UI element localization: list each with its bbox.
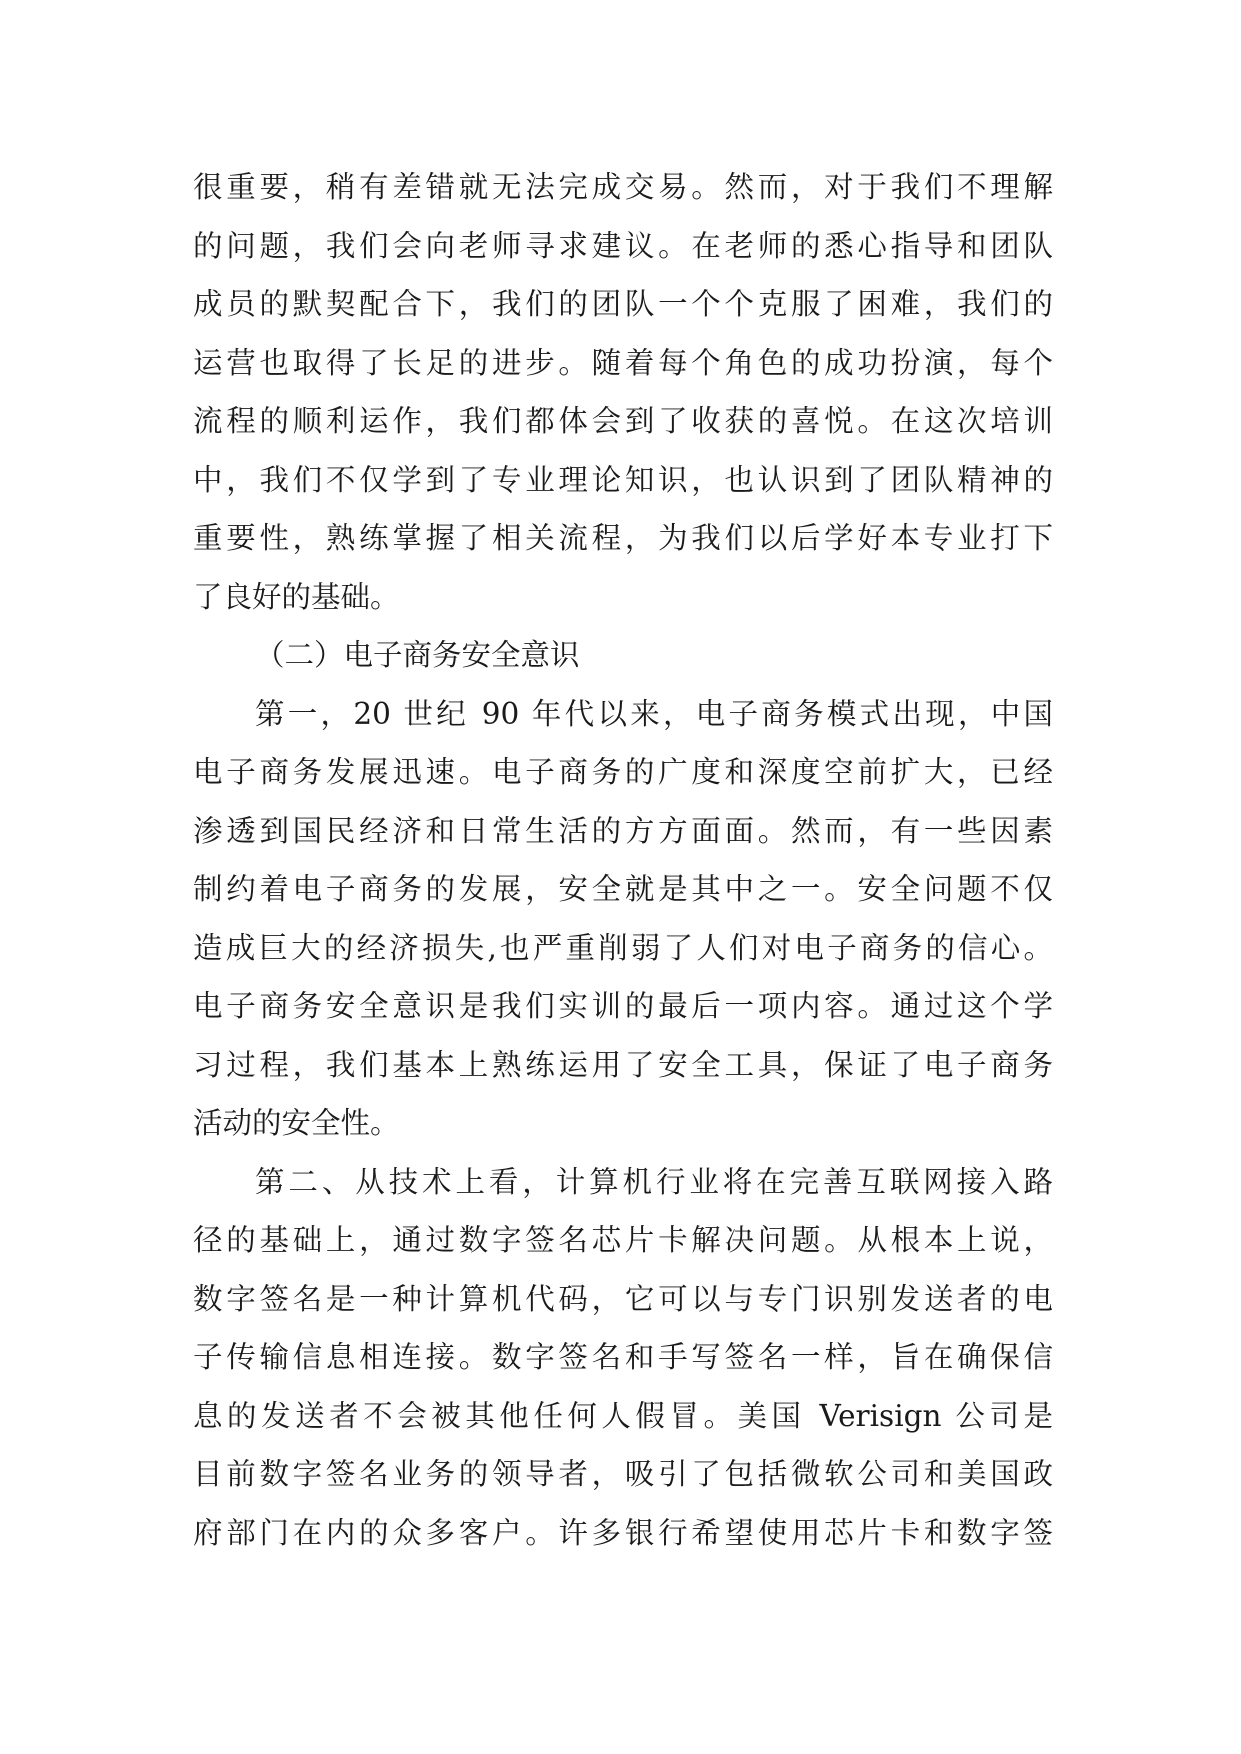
text-line: 电子商务安全意识是我们实训的最后一项内容。通过这个学 <box>193 989 1053 1023</box>
text-line: 息的发送者不会被其他任何人假冒。美国 Verisign 公司是 <box>193 1398 1053 1433</box>
text-line: 造成巨大的经济损失,也严重削弱了人们对电子商务的信心。 <box>193 930 1053 965</box>
text-line: 第二、从技术上看，计算机行业将在完善互联网接入路 <box>255 1164 1053 1199</box>
text-line: 中，我们不仅学到了专业理论知识，也认识到了团队精神的 <box>193 462 1053 497</box>
text-line: 制约着电子商务的发展，安全就是其中之一。安全问题不仅 <box>193 872 1053 906</box>
text-line: 子传输信息相连接。数字签名和手写签名一样，旨在确保信 <box>193 1340 1053 1374</box>
text-line: 很重要，稍有差错就无法完成交易。然而，对于我们不理解 <box>193 170 1053 204</box>
text-line: 运营也取得了长足的进步。随着每个角色的成功扮演，每个 <box>193 345 1053 380</box>
document-body <box>193 158 1053 1562</box>
text-line: 电子商务发展迅速。电子商务的广度和深度空前扩大，已经 <box>193 755 1053 789</box>
text-line: 重要性，熟练掌握了相关流程，为我们以后学好本专业打下 <box>193 521 1053 555</box>
section-heading: （二）电子商务安全意识 <box>255 638 580 672</box>
text-line: 数字签名是一种计算机代码，它可以与专门识别发送者的电 <box>193 1281 1053 1316</box>
text-line: 习过程，我们基本上熟练运用了安全工具，保证了电子商务 <box>193 1047 1053 1082</box>
text-line: 了良好的基础。 <box>193 579 400 614</box>
text-line: 径的基础上，通过数字签名芯片卡解决问题。从根本上说， <box>193 1223 1053 1257</box>
text-line: 渗透到国民经济和日常生活的方方面面。然而，有一些因素 <box>193 813 1053 848</box>
text-line: 成员的默契配合下，我们的团队一个个克服了困难，我们的 <box>193 287 1053 321</box>
text-line: 目前数字签名业务的领导者，吸引了包括微软公司和美国政 <box>193 1457 1053 1491</box>
text-line: 第一，20 世纪 90 年代以来，电子商务模式出现，中国 <box>255 696 1053 731</box>
text-line: 活动的安全性。 <box>193 1106 400 1140</box>
text-line: 的问题，我们会向老师寻求建议。在老师的悉心指导和团队 <box>193 228 1053 263</box>
text-line: 府部门在内的众多客户。许多银行希望使用芯片卡和数字签 <box>193 1515 1053 1550</box>
text-line: 流程的顺利运作，我们都体会到了收获的喜悦。在这次培训 <box>193 404 1053 438</box>
